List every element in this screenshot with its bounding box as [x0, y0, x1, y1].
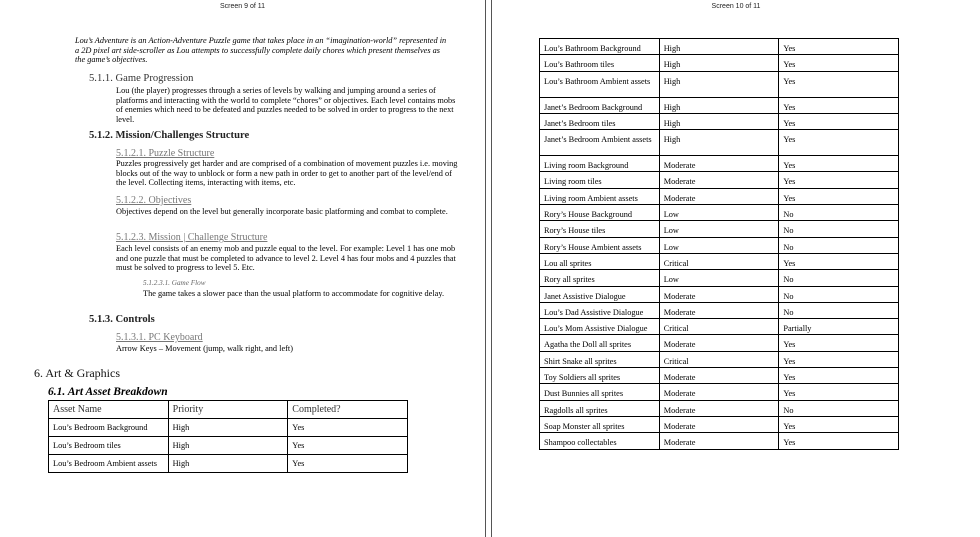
- cell-completed: Yes: [779, 433, 899, 449]
- art-asset-table-right: [539, 38, 899, 450]
- cell-priority: Low: [659, 221, 779, 237]
- cell-asset: Shampoo collectables: [540, 433, 660, 449]
- cell-priority: Moderate: [659, 400, 779, 416]
- pc-keyboard-body: Arrow Keys – Movement (jump, walk right, and left): [116, 344, 293, 353]
- cell-asset: Lou’s Bedroom tiles: [49, 437, 169, 455]
- cell-completed: No: [779, 221, 899, 237]
- puzzle-structure-body: Puzzles progressively get harder and are comprised of a combination of movement puzzles i.e. moving blocks out of the way to unblock or form a new path in order to get to another part of the level/end of the level. Collecting items, interacting with items, etc.: [116, 159, 458, 188]
- heading-game-flow: 5.1.2.3.1. Game Flow: [143, 279, 206, 287]
- cell-priority: High: [168, 437, 288, 455]
- game-progression-body: Lou (the player) progresses through a series of levels by walking and jumping around a series of platforms and interacting with the world to complete “chores” or objectives. Each level contains mobs of enemies which need to be defeated and puzzles needed to be solved in order to progress to the next level.: [116, 86, 456, 124]
- heading-puzzle-structure: 5.1.2.1. Puzzle Structure: [116, 148, 215, 159]
- cell-completed: Yes: [779, 172, 899, 188]
- cell-completed: Yes: [779, 156, 899, 172]
- cell-asset: Lou’s Bathroom Background: [540, 39, 660, 55]
- table-row: [540, 55, 899, 71]
- challenge-structure-body: Each level consists of an enemy mob and puzzle equal to the level. For example: Level 1 has one mob and one puzzle that must be completed to advance to level 2. Level 4 has four mobs and 4 puzzles that must be solved to progress to level 5. Etc.: [116, 244, 456, 273]
- table-row: [49, 455, 408, 473]
- art-asset-table-left: [48, 400, 408, 473]
- cell-priority: High: [659, 71, 779, 97]
- objectives-body: Objectives depend on the level but generally incorporate basic platforming and combat to complete.: [116, 207, 448, 216]
- table-row: [540, 237, 899, 253]
- cell-completed: Yes: [779, 351, 899, 367]
- cell-priority: Moderate: [659, 335, 779, 351]
- table-row: [540, 319, 899, 335]
- cell-completed: No: [779, 302, 899, 318]
- cell-completed: Yes: [779, 113, 899, 129]
- table-row: [540, 253, 899, 269]
- cell-asset: Lou all sprites: [540, 253, 660, 269]
- cell-priority: High: [659, 97, 779, 113]
- cell-asset: Toy Soldiers all sprites: [540, 368, 660, 384]
- col-header-asset-name: Asset Name: [49, 401, 169, 419]
- page-header-right: Screen 10 of 11: [711, 3, 761, 10]
- cell-asset: Living room Background: [540, 156, 660, 172]
- cell-priority: Moderate: [659, 156, 779, 172]
- heading-game-progression: 5.1.1. Game Progression: [89, 73, 194, 84]
- table-row: [540, 172, 899, 188]
- cell-completed: Yes: [779, 71, 899, 97]
- cell-completed: Yes: [779, 97, 899, 113]
- table-row: [540, 384, 899, 400]
- cell-asset: Soap Monster all sprites: [540, 416, 660, 432]
- cell-asset: Rory’s House Background: [540, 205, 660, 221]
- cell-priority: Moderate: [659, 368, 779, 384]
- page-divider: [485, 0, 492, 537]
- cell-asset: Janet’s Bedroom tiles: [540, 113, 660, 129]
- heading-mission-structure: 5.1.2. Mission/Challenges Structure: [89, 130, 250, 141]
- cell-priority: High: [659, 55, 779, 71]
- heading-controls: 5.1.3. Controls: [89, 314, 155, 325]
- cell-completed: Yes: [779, 253, 899, 269]
- table-row: [540, 113, 899, 129]
- cell-completed: Yes: [288, 419, 408, 437]
- table-row: [540, 221, 899, 237]
- table-row: [49, 437, 408, 455]
- cell-completed: Yes: [779, 39, 899, 55]
- cell-priority: Moderate: [659, 416, 779, 432]
- cell-asset: Lou’s Bathroom tiles: [540, 55, 660, 71]
- cell-asset: Janet’s Bedroom Ambient assets: [540, 130, 660, 156]
- cell-completed: Yes: [779, 55, 899, 71]
- cell-completed: No: [779, 270, 899, 286]
- cell-priority: Moderate: [659, 384, 779, 400]
- cell-completed: No: [779, 286, 899, 302]
- cell-asset: Lou’s Mom Assistive Dialogue: [540, 319, 660, 335]
- table-row: [49, 419, 408, 437]
- table-row: [540, 270, 899, 286]
- cell-priority: Critical: [659, 319, 779, 335]
- table-row: [540, 400, 899, 416]
- cell-priority: Moderate: [659, 172, 779, 188]
- table-row: [540, 188, 899, 204]
- col-header-priority: Priority: [168, 401, 288, 419]
- table-row: [540, 39, 899, 55]
- cell-priority: Critical: [659, 253, 779, 269]
- cell-priority: High: [659, 39, 779, 55]
- intro-paragraph: Lou’s Adventure is an Action-Adventure Puzzle game that takes place in an “imagination-world” represented in a 2D pixel art side-scroller as Lou attempts to successfully complete daily chores which present themselves as the game’s objectives.: [75, 36, 447, 65]
- table-row: [540, 335, 899, 351]
- table-row: [540, 97, 899, 113]
- table-row: [540, 130, 899, 156]
- heading-objectives: 5.1.2.2. Objectives: [116, 195, 192, 206]
- heading-pc-keyboard: 5.1.3.1. PC Keyboard: [116, 332, 203, 343]
- cell-asset: Rory all sprites: [540, 270, 660, 286]
- cell-priority: High: [659, 130, 779, 156]
- cell-priority: High: [659, 113, 779, 129]
- page-header-left: Screen 9 of 11: [219, 3, 265, 10]
- cell-completed: Yes: [288, 455, 408, 473]
- cell-priority: Moderate: [659, 188, 779, 204]
- cell-completed: Yes: [779, 188, 899, 204]
- right-page: [492, 0, 980, 537]
- table-row: [540, 351, 899, 367]
- table-row: [540, 71, 899, 97]
- table-row: [540, 302, 899, 318]
- table-row: [540, 368, 899, 384]
- cell-completed: Yes: [779, 416, 899, 432]
- cell-asset: Rory’s House Ambient assets: [540, 237, 660, 253]
- table-row: [540, 416, 899, 432]
- cell-priority: High: [168, 419, 288, 437]
- table-header-row: [49, 401, 408, 419]
- cell-priority: Critical: [659, 351, 779, 367]
- cell-asset: Lou’s Bathroom Ambient assets: [540, 71, 660, 97]
- cell-asset: Dust Bunnies all sprites: [540, 384, 660, 400]
- cell-asset: Living room tiles: [540, 172, 660, 188]
- cell-completed: No: [779, 400, 899, 416]
- heading-art-graphics: 6. Art & Graphics: [34, 366, 120, 380]
- cell-asset: Janet’s Bedroom Background: [540, 97, 660, 113]
- table-row: [540, 286, 899, 302]
- cell-priority: Low: [659, 270, 779, 286]
- cell-priority: Moderate: [659, 433, 779, 449]
- cell-priority: Low: [659, 237, 779, 253]
- game-flow-body: The game takes a slower pace than the usual platform to accommodate for cognitive delay.: [143, 289, 445, 298]
- cell-completed: Yes: [779, 130, 899, 156]
- cell-priority: Low: [659, 205, 779, 221]
- cell-asset: Janet Assistive Dialogue: [540, 286, 660, 302]
- cell-asset: Shirt Snake all sprites: [540, 351, 660, 367]
- cell-completed: No: [779, 237, 899, 253]
- cell-priority: Moderate: [659, 286, 779, 302]
- cell-completed: Yes: [779, 368, 899, 384]
- cell-completed: Partially: [779, 319, 899, 335]
- cell-asset: Living room Ambient assets: [540, 188, 660, 204]
- cell-completed: No: [779, 205, 899, 221]
- heading-challenge-structure: 5.1.2.3. Mission | Challenge Structure: [116, 232, 268, 243]
- col-header-completed: Completed?: [288, 401, 408, 419]
- cell-completed: Yes: [288, 437, 408, 455]
- table-row: [540, 433, 899, 449]
- cell-priority: Moderate: [659, 302, 779, 318]
- heading-art-asset-breakdown: 6.1. Art Asset Breakdown: [48, 386, 168, 398]
- cell-asset: Lou’s Bedroom Ambient assets: [49, 455, 169, 473]
- table-row: [540, 156, 899, 172]
- cell-asset: Rory’s House tiles: [540, 221, 660, 237]
- cell-asset: Lou’s Dad Assistive Dialogue: [540, 302, 660, 318]
- left-page: [0, 0, 485, 537]
- cell-completed: Yes: [779, 335, 899, 351]
- cell-asset: Ragdolls all sprites: [540, 400, 660, 416]
- table-row: [540, 205, 899, 221]
- cell-priority: High: [168, 455, 288, 473]
- cell-asset: Agatha the Doll all sprites: [540, 335, 660, 351]
- cell-asset: Lou’s Bedroom Background: [49, 419, 169, 437]
- cell-completed: Yes: [779, 384, 899, 400]
